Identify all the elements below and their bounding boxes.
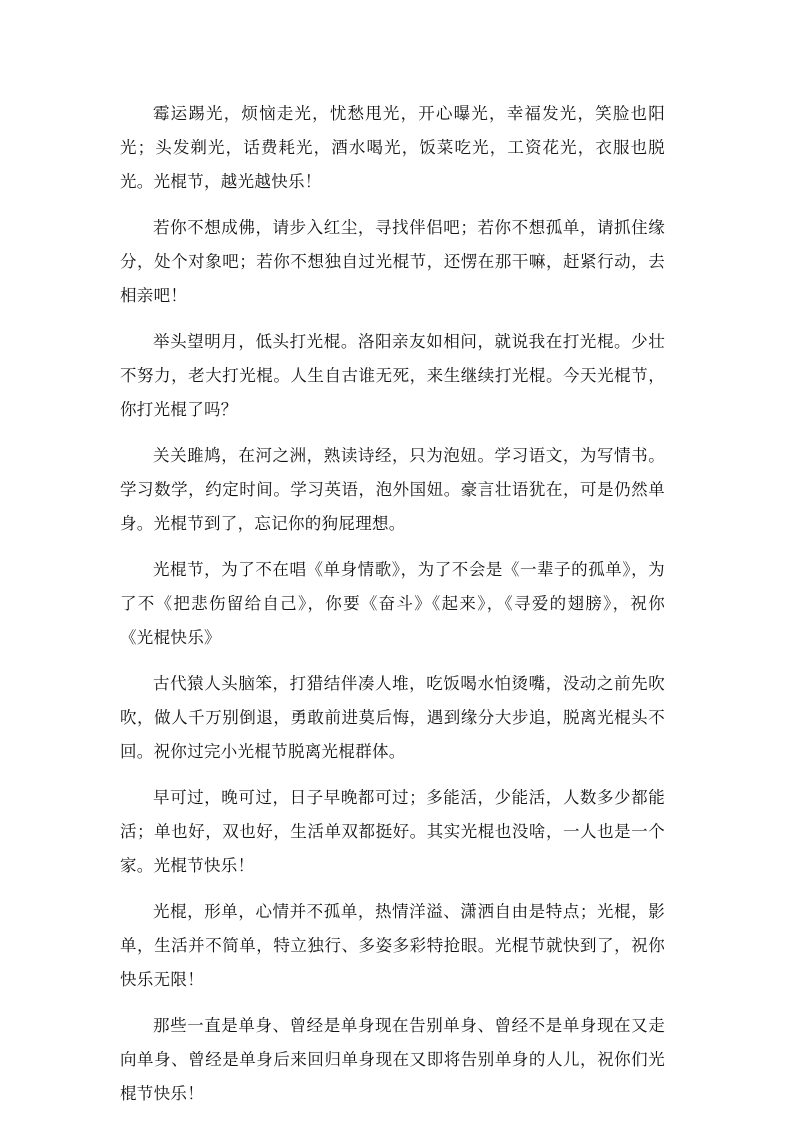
paragraph-6: 古代猿人头脑笨，打猎结伴凑人堆，吃饭喝水怕烫嘴，没动之前先吹吹，做人千万别倒退，勇敢前进莫后悔，遇到缘分大步追，脱离光棍头不回。祝你过完小光棍节脱离光棍群体。	[120, 674, 665, 761]
paragraph-1: 霉运踢光，烦恼走光，忧愁甩光，开心曝光，幸福发光，笑脸也阳光；头发剃光，话费耗光，酒水喝光，饭菜吃光，工资花光，衣服也脱光。光棍节，越光越快乐！	[120, 104, 665, 191]
paragraph-2: 若你不想成佛，请步入红尘，寻找伴侣吧；若你不想孤单，请抓住缘分，处个对象吧；若你不想独自过光棍节，还愣在那干嘛，赶紧行动，去相亲吧！	[120, 218, 665, 305]
paragraph-3: 举头望明月，低头打光棍。洛阳亲友如相问，就说我在打光棍。少壮不努力，老大打光棍。人生自古谁无死，来生继续打光棍。今天光棍节，你打光棍了吗？	[120, 332, 665, 419]
document-page	[120, 97, 665, 1123]
paragraph-7: 早可过，晚可过，日子早晚都可过；多能活，少能活，人数多少都能活；单也好，双也好，生活单双都挺好。其实光棍也没啥，一人也是一个家。光棍节快乐！	[120, 788, 665, 875]
paragraph-4: 关关雎鸠，在河之洲，熟读诗经，只为泡妞。学习语文，为写情书。学习数学，约定时间。学习英语，泡外国妞。豪言壮语犹在，可是仍然单身。光棍节到了，忘记你的狗屁理想。	[120, 446, 665, 533]
paragraph-8: 光棍，形单，心情并不孤单，热情洋溢、潇洒自由是特点；光棍，影单，生活并不简单，特立独行、多姿多彩特抢眼。光棍节就快到了，祝你快乐无限！	[120, 902, 665, 989]
paragraph-9: 那些一直是单身、曾经是单身现在告别单身、曾经不是单身现在又走向单身、曾经是单身后来回归单身现在又即将告别单身的人儿，祝你们光棍节快乐！	[120, 1016, 665, 1103]
paragraph-5: 光棍节，为了不在唱《单身情歌》，为了不会是《一辈子的孤单》，为了不《把悲伤留给自己》，你要《奋斗》《起来》，《寻爱的翅膀》，祝你《光棍快乐》	[120, 560, 665, 647]
